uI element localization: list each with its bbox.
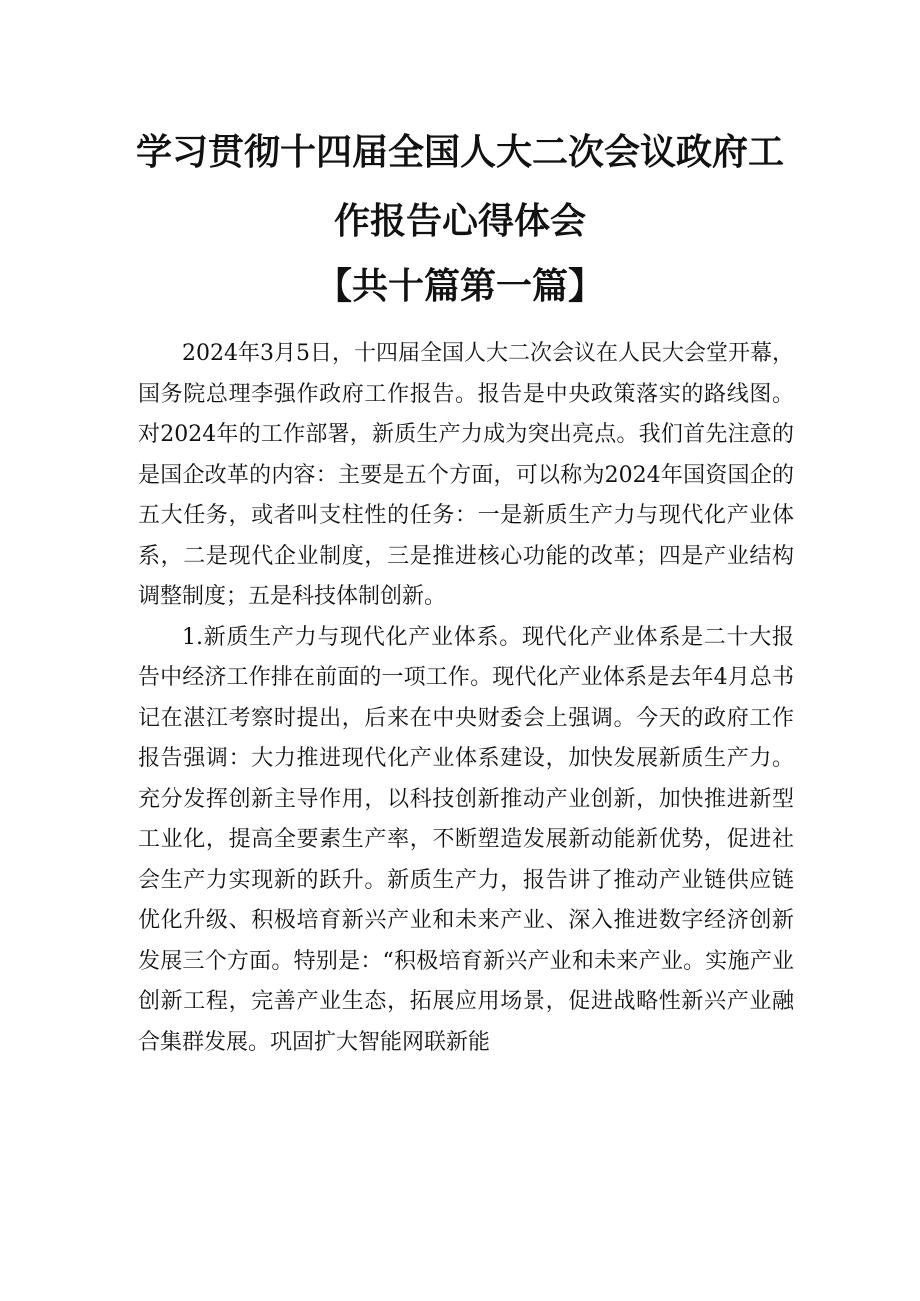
document-body — [138, 334, 794, 1063]
paragraph-section-1: 1.新质生产力与现代化产业体系。现代化产业体系是二十大报告中经济工作排在前面的一项工作。现代化产业体系是去年4月总书记在湛江考察时提出，后来在中央财委会上强调。今天的政府工作报告强调：大力推进现代化产业体系建设，加快发展新质生产力。充分发挥创新主导作用，以科技创新推动产业创新，加快推进新型工业化，提高全要素生产率，不断塑造发展新动能新优势，促进社会生产力实现新的跃升。新质生产力，报告讲了推动产业链供应链优化升级、积极培育新兴产业和未来产业、深入推进数字经济创新发展三个方面。特别是：“积极培育新兴产业和未来产业。实施产业创新工程，完善产业生态，拓展应用场景，促进战略性新兴产业融合集群发展。巩固扩大智能网联新能 — [138, 624, 794, 1055]
document-title-line-1: 学习贯彻十四届全国人大二次会议政府工 — [135, 132, 784, 173]
document-title-line-2: 作报告心得体会 — [333, 201, 586, 242]
document-subtitle: 【共十篇第一篇】 — [315, 266, 604, 307]
paragraph-intro: 2024年3月5日，十四届全国人大二次会议在人民大会堂开幕，国务院总理李强作政府工作报告。报告是中央政策落实的路线图。对2024年的工作部署，新质生产力成为突出亮点。我们首先注意的是国企改革的内容：主要是五个方面，可以称为2024年国资国企的五大任务，或者叫支柱性的任务：一是新质生产力与现代化产业体系，二是现代企业制度，三是推进核心功能的改革；四是产业结构调整制度；五是科技体制创新。 — [138, 341, 794, 609]
